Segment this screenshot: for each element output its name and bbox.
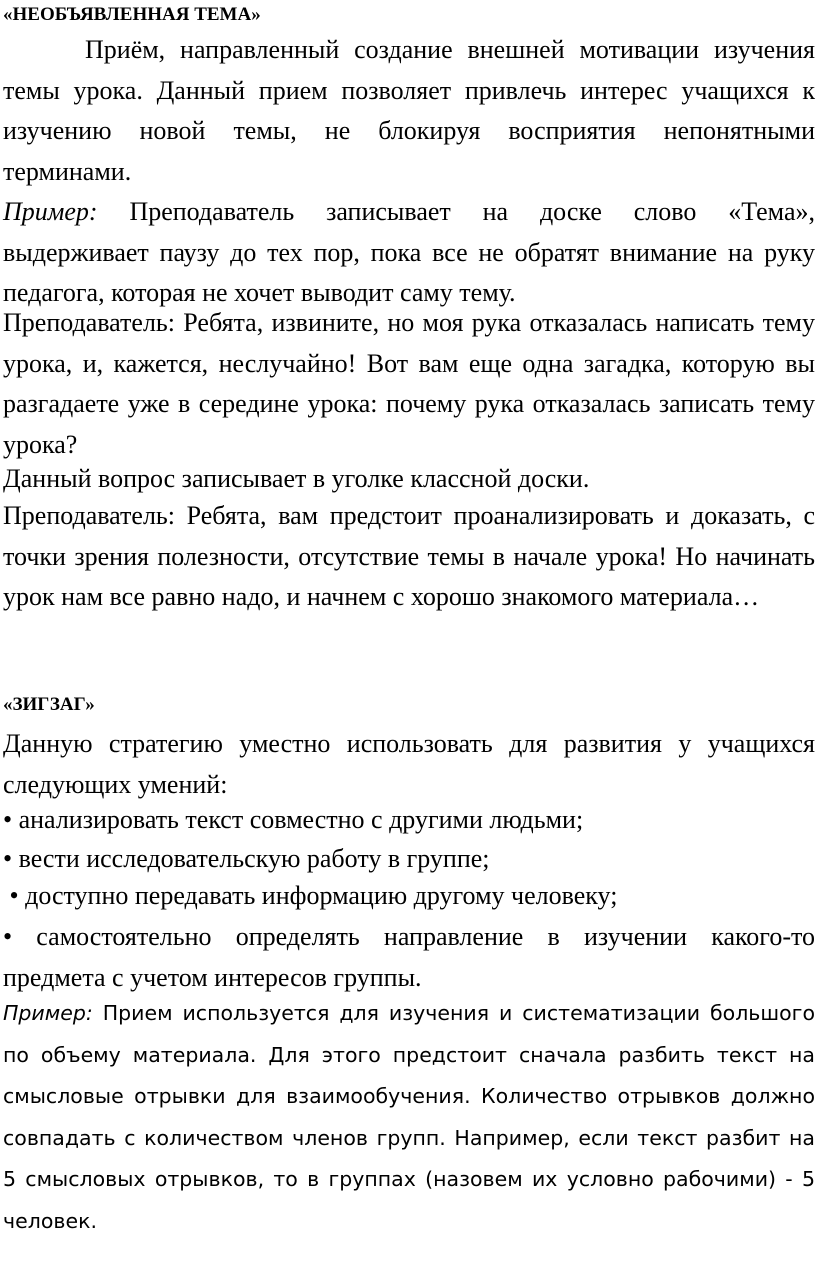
example-label: Пример: [3,197,98,226]
paragraph-zigzag-intro: Данную стратегию уместно использовать для развития у учащихся следующих умений: [3,729,815,799]
list-item: • самостоятельно определять направление в изучении какого-то предмета с учетом интересов группы. [3,922,815,992]
paragraph-teacher-1: Преподаватель: Ребята, извините, но моя рука отказалась написать тему урока, и, кажется, неслучайно! Вот вам еще одна загадка, которую вы разгадаете уже в середине урока: почему рука отказалась записать тему урока? [3,308,815,459]
paragraph-example [3,192,815,314]
example-label: Пример: [3,1001,93,1025]
list-item: • анализировать текст совместно с другими людьми; [3,805,584,834]
paragraph-zigzag-example [3,993,815,1243]
list-item: • доступно передавать информацию другому человеку; [3,881,618,910]
list-item: • вести исследовательскую работу в группе; [3,844,490,873]
section-title-zigzag: «ЗИГЗАГ» [3,694,95,715]
example-text: Преподаватель записывает на доске слово «Тема», выдерживает паузу до тех пор, пока все не обратят внимание на руку педагога, которая не хочет выводит саму тему. [3,197,815,307]
paragraph-intro: Приём, направленный создание внешней мотивации изучения темы урока. Данный прием позволяет привлечь интерес учащихся к изучению новой темы, не блокируя восприятия непонятными терминами. [3,35,815,186]
section-title-unannounced-topic: «НЕОБЪЯВЛЕННАЯ ТЕМА» [3,4,261,25]
paragraph-note: Данный вопрос записывает в уголке классной доски. [3,464,590,493]
example-text: Прием используется для изучения и систематизации большого по объему материала. Для этого предстоит сначала разбить текст на смысловые отрывки для взаимообучения. Количество отрывков должно совпадать с количеством членов групп. Например, если текст разбит на 5 смысловых отрывков, то в группах (назовем их условно рабочими) - 5 человек. [3,1001,815,1233]
paragraph-teacher-2: Преподаватель: Ребята, вам предстоит проанализировать и доказать, с точки зрения полезности, отсутствие темы в начале урока! Но начинать урок нам все равно надо, и начнем с хорошо знакомого материала… [3,501,815,611]
